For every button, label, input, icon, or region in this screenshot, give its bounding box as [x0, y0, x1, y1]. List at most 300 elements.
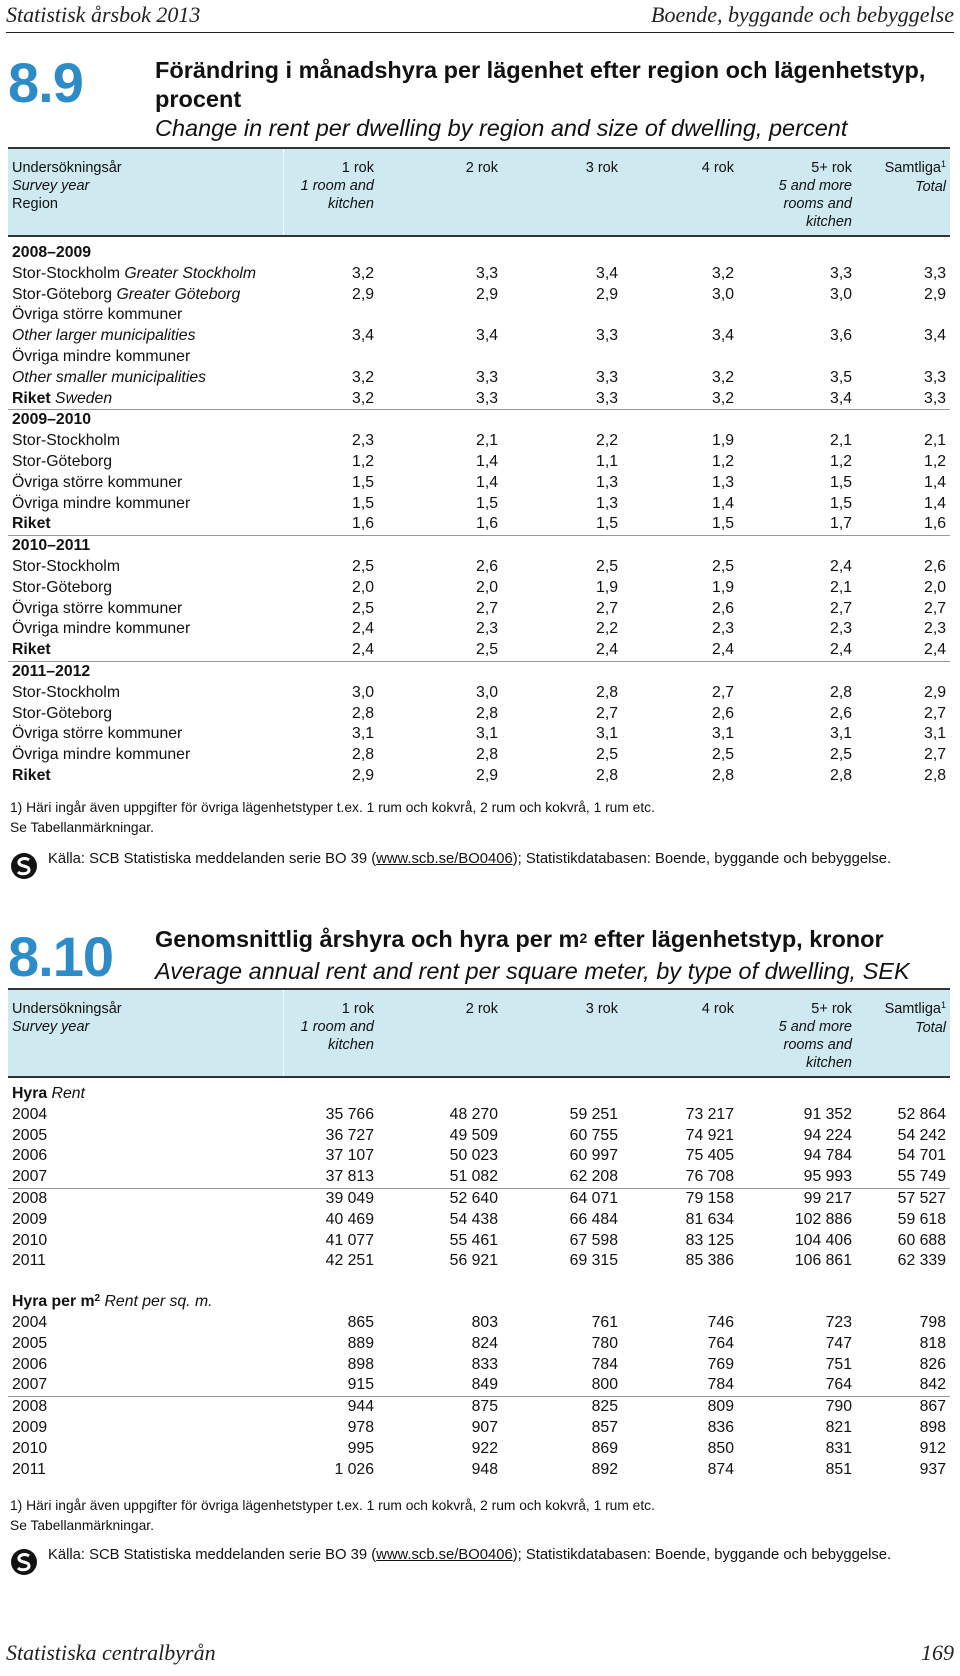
table-cell: 826 — [919, 1355, 946, 1373]
table-cell: 2,8 — [712, 766, 734, 784]
table-cell: 2,8 — [596, 683, 618, 701]
table-cell: 3,2 — [352, 264, 374, 282]
row-label: Stor-Göteborg — [12, 578, 113, 596]
chapter-title: Boende, byggande och bebyggelse — [651, 2, 954, 27]
table-cell: 54 242 — [897, 1126, 946, 1144]
table-cell: 842 — [919, 1376, 946, 1394]
table-row — [8, 1251, 950, 1272]
table-cell: 2,5 — [596, 746, 618, 764]
table-cell: 2,4 — [830, 641, 852, 659]
row-label: 2006 — [12, 1147, 48, 1165]
row-label: Other larger municipalities — [12, 327, 196, 345]
table-cell: 99 217 — [803, 1189, 852, 1207]
table-cell: 62 339 — [897, 1252, 946, 1270]
table-cell: 3,5 — [830, 368, 852, 386]
table-row — [8, 305, 950, 326]
table-cell: 874 — [707, 1460, 734, 1478]
table-cell: 2,2 — [596, 432, 618, 450]
row-label: 2005 — [12, 1334, 48, 1352]
row-label: Other smaller municipalities — [12, 368, 207, 386]
table-cell: 784 — [591, 1355, 618, 1373]
table-cell: 95 993 — [803, 1168, 852, 1186]
table-cell: 892 — [591, 1460, 618, 1478]
table-cell: 944 — [347, 1398, 374, 1416]
table-cell: 66 484 — [569, 1210, 618, 1228]
table-cell: 3,2 — [352, 389, 374, 407]
table-cell: 836 — [707, 1418, 734, 1436]
table-row — [8, 1439, 950, 1460]
table-cell: 867 — [919, 1398, 946, 1416]
table-cell: 3,1 — [596, 725, 618, 743]
period-heading — [8, 535, 950, 557]
table-row — [8, 1105, 950, 1126]
row-label: 2007 — [12, 1376, 48, 1394]
table-cell: 2,0 — [924, 578, 946, 596]
row-label: 2009 — [12, 1418, 48, 1436]
title-swedish: Förändring i månadshyra per lägenhet efter region och lägenhetstyp, procent — [155, 57, 926, 112]
table-cell: 898 — [347, 1355, 374, 1373]
row-label: 2011–2012 — [12, 662, 91, 680]
table-cell: 2,7 — [924, 704, 946, 722]
scb-logo-icon — [10, 1548, 38, 1576]
table-row — [8, 368, 950, 389]
table-cell: 2,3 — [712, 620, 734, 638]
table-cell: 875 — [471, 1398, 498, 1416]
table-row — [8, 431, 950, 452]
table-cell: 48 270 — [449, 1105, 498, 1123]
source-note: Källa: SCB Statistiska meddelanden serie BO 39 (www.scb.se/BO0406); Statistikdatabasen: Boende, byggande och bebyggelse. — [10, 850, 900, 894]
table-cell: 898 — [919, 1418, 946, 1436]
table-cell: 865 — [347, 1313, 374, 1331]
table-cell: 3,1 — [712, 725, 734, 743]
table-cell: 55 461 — [449, 1231, 498, 1249]
table-cell: 2,0 — [476, 578, 498, 596]
table-cell: 83 125 — [685, 1231, 734, 1249]
table-cell: 2,6 — [712, 599, 734, 617]
table-cell: 2,3 — [352, 432, 374, 450]
table-row — [8, 1231, 950, 1252]
table-row — [8, 389, 950, 410]
table-cell: 937 — [919, 1460, 946, 1478]
publication-title: Statistisk årsbok 2013 — [6, 2, 201, 27]
table-cell: 907 — [471, 1418, 498, 1436]
table-cell: 1,5 — [476, 494, 498, 512]
table-cell: 1,2 — [924, 452, 946, 470]
row-label: Stor-Stockholm — [12, 557, 120, 575]
table-cell: 60 688 — [897, 1231, 946, 1249]
row-label: Stor-Stockholm — [12, 683, 120, 701]
row-label: 2011 — [12, 1460, 46, 1478]
table-cell: 2,5 — [352, 599, 374, 617]
table-cell: 831 — [825, 1439, 852, 1457]
row-label: Övriga mindre kommuner — [12, 347, 191, 365]
table-cell: 51 082 — [449, 1168, 498, 1186]
title-swedish: Genomsnittlig årshyra och hyra per $m^2$ efter lägenhetstyp, kronor — [155, 926, 884, 952]
title-english: Change in rent per dwelling by region and size of dwelling, percent — [155, 115, 848, 141]
table-cell: 91 352 — [803, 1105, 852, 1123]
table-cell: 3,3 — [476, 389, 498, 407]
table-cell: 790 — [825, 1398, 852, 1416]
header-survey-year: Undersökningsår Survey year Region — [12, 160, 122, 212]
row-label: Riket — [12, 641, 51, 659]
table-cell: 2,7 — [596, 704, 618, 722]
header-2-rok: 2 rok — [465, 160, 498, 176]
table-row — [8, 1355, 950, 1376]
table-cell: 1,4 — [924, 473, 946, 491]
table-row — [8, 1188, 950, 1210]
table-cell: 85 386 — [685, 1252, 734, 1270]
table-cell: 94 784 — [803, 1147, 852, 1165]
table-cell: 2,4 — [596, 641, 618, 659]
table-number: 8.9 — [8, 51, 83, 114]
table-row — [8, 1334, 950, 1355]
table-row — [8, 452, 950, 473]
table-cell: 1,7 — [830, 515, 852, 533]
table-cell: 41 077 — [325, 1231, 374, 1249]
table-row — [8, 494, 950, 515]
table-cell: 3,3 — [596, 389, 618, 407]
table-cell: 2,4 — [924, 641, 946, 659]
table-cell: 1,9 — [712, 578, 734, 596]
table-cell: 64 071 — [569, 1189, 618, 1207]
table-row — [8, 766, 950, 787]
row-label: Övriga mindre kommuner — [12, 746, 191, 764]
header-1-rok: 1 rok 1 room and kitchen — [300, 1001, 374, 1053]
table-cell: 2,8 — [476, 704, 498, 722]
table-cell: 3,1 — [924, 725, 946, 743]
publisher: Statistiska centralbyrån — [6, 1640, 216, 1665]
table-cell: 94 224 — [803, 1126, 852, 1144]
row-label: 2010 — [12, 1231, 48, 1249]
table-cell: 2,7 — [596, 599, 618, 617]
table-cell: 104 406 — [794, 1231, 852, 1249]
table-cell: 54 438 — [449, 1210, 498, 1228]
table-cell: 751 — [825, 1355, 852, 1373]
table-cell: 56 921 — [449, 1252, 498, 1270]
table-row — [8, 683, 950, 704]
table-cell: 2,9 — [596, 285, 618, 303]
header-3-rok: 3 rok — [585, 1001, 618, 1017]
table-cell: 1,6 — [924, 515, 946, 533]
period-heading — [8, 661, 950, 683]
table-cell: 3,4 — [924, 327, 946, 345]
section-heading-rent-per-sqm: Hyra per $m^2$ Rent per sq. m. — [12, 1293, 213, 1311]
row-label: Stor-Göteborg — [12, 452, 113, 470]
table-cell: 2,7 — [476, 599, 498, 617]
table-cell: 106 861 — [794, 1252, 852, 1270]
table-row — [8, 640, 950, 661]
table-cell: 2,6 — [924, 557, 946, 575]
table-cell: 1,5 — [352, 494, 374, 512]
table-cell: 912 — [919, 1439, 946, 1457]
table-row — [8, 1126, 950, 1147]
table-cell: 3,3 — [476, 264, 498, 282]
row-label: Riket Sweden — [12, 389, 113, 407]
table-cell: 102 886 — [794, 1210, 852, 1228]
table-row — [8, 1313, 950, 1334]
table-cell: 2,5 — [352, 557, 374, 575]
table-row — [8, 1396, 950, 1418]
table-cell: 825 — [591, 1398, 618, 1416]
table-row — [8, 264, 950, 285]
table-cell: 37 107 — [325, 1147, 374, 1165]
table-title — [155, 56, 950, 143]
row-label: 2009 — [12, 1210, 48, 1228]
table-cell: 1,1 — [596, 452, 618, 470]
table-cell: 3,3 — [924, 264, 946, 282]
table-cell: 3,0 — [476, 683, 498, 701]
header-5-rok: 5+ rok 5 and more rooms and kitchen — [778, 160, 852, 230]
table-cell: 57 527 — [897, 1189, 946, 1207]
table-cell: 59 251 — [569, 1105, 618, 1123]
table-cell: 2,9 — [476, 285, 498, 303]
header-1-rok: 1 rok 1 room and kitchen — [300, 160, 374, 212]
period-heading — [8, 409, 950, 431]
table-cell: 1,2 — [352, 452, 374, 470]
table-cell: 1,4 — [712, 494, 734, 512]
table-cell: 3,4 — [596, 264, 618, 282]
table-row — [8, 704, 950, 725]
table-cell: 809 — [707, 1398, 734, 1416]
table-cell: 3,3 — [830, 264, 852, 282]
table-cell: 800 — [591, 1376, 618, 1394]
table-cell: 1,5 — [712, 515, 734, 533]
row-label: 2011 — [12, 1252, 46, 1270]
table-cell: 2,8 — [596, 766, 618, 784]
table-cell: 1,6 — [352, 515, 374, 533]
table-cell: 2,4 — [352, 620, 374, 638]
table-cell: 849 — [471, 1376, 498, 1394]
table-cell: 2,4 — [830, 557, 852, 575]
table-cell: 79 158 — [685, 1189, 734, 1207]
table-cell: 40 469 — [325, 1210, 374, 1228]
title-english: Average annual rent and rent per square meter, by type of dwelling, SEK — [155, 958, 910, 984]
table-number: 8.10 — [8, 925, 113, 988]
table-cell: 2,4 — [352, 641, 374, 659]
table-row — [8, 1460, 950, 1481]
table-cell: 54 701 — [897, 1147, 946, 1165]
table-cell: 764 — [707, 1334, 734, 1352]
source-note: Källa: SCB Statistiska meddelanden serie BO 39 (www.scb.se/BO0406); Statistikdatabasen: Boende, byggande och bebyggelse. — [10, 1546, 900, 1590]
table-cell: 2,4 — [712, 641, 734, 659]
table-cell: 3,4 — [712, 327, 734, 345]
table-cell: 3,4 — [352, 327, 374, 345]
table-cell: 1,2 — [830, 452, 852, 470]
table-cell: 764 — [825, 1376, 852, 1394]
table-cell: 49 509 — [449, 1126, 498, 1144]
table-cell: 948 — [471, 1460, 498, 1478]
table-row — [8, 578, 950, 599]
row-label: 2006 — [12, 1355, 48, 1373]
table-cell: 3,2 — [352, 368, 374, 386]
row-label: 2008 — [12, 1189, 48, 1207]
row-label: Riket — [12, 766, 51, 784]
page-number: 169 — [921, 1640, 954, 1665]
table-cell: 42 251 — [325, 1252, 374, 1270]
table-cell: 2,9 — [352, 766, 374, 784]
running-header — [6, 2, 954, 33]
table-title — [155, 925, 950, 986]
table-cell: 803 — [471, 1313, 498, 1331]
table-body — [8, 243, 950, 787]
header-4-rok: 4 rok — [701, 160, 734, 176]
table-row — [8, 724, 950, 745]
table-cell: 2,7 — [712, 683, 734, 701]
table-cell: 3,3 — [924, 368, 946, 386]
table-cell: 2,9 — [924, 683, 946, 701]
header-2-rok: 2 rok — [465, 1001, 498, 1017]
table-cell: 1,5 — [596, 515, 618, 533]
table-cell: 2,6 — [712, 704, 734, 722]
table-row — [8, 745, 950, 766]
row-label: 2008 — [12, 1398, 48, 1416]
header-total: Samtliga$^1$ Total — [884, 159, 946, 195]
table-cell: 2,9 — [352, 285, 374, 303]
table-cell: 3,3 — [596, 368, 618, 386]
row-label: 2010 — [12, 1439, 48, 1457]
row-label: Stor-Stockholm — [12, 432, 120, 450]
table-cell: 824 — [471, 1334, 498, 1352]
table-cell: 2,7 — [924, 746, 946, 764]
row-label: 2010–2011 — [12, 537, 91, 555]
header-total: Samtliga$^1$ Total — [884, 1000, 946, 1036]
table-cell: 2,5 — [712, 746, 734, 764]
table-body — [8, 1084, 950, 1480]
table-cell: 850 — [707, 1439, 734, 1457]
table-cell: 761 — [591, 1313, 618, 1331]
table-cell: 1,5 — [830, 473, 852, 491]
footnote: 1) Häri ingår även uppgifter för övriga lägenhetstyper t.ex. 1 rum och kokvrå, 2 rum och kokvrå, 1 rum etc. Se Tabellanmärkningar. — [10, 800, 655, 835]
table-cell: 2,8 — [830, 766, 852, 784]
table-cell: 2,9 — [476, 766, 498, 784]
table-cell: 3,2 — [712, 264, 734, 282]
table-cell: 922 — [471, 1439, 498, 1457]
table-cell: 2,0 — [352, 578, 374, 596]
table-cell: 2,3 — [830, 620, 852, 638]
table-cell: 2,1 — [830, 432, 852, 450]
section-heading-rent: Hyra Rent — [12, 1085, 85, 1102]
table-cell: 1,3 — [712, 473, 734, 491]
header-4-rok: 4 rok — [701, 1001, 734, 1017]
row-label: 2005 — [12, 1126, 48, 1144]
table-cell: 60 755 — [569, 1126, 618, 1144]
table-cell: 818 — [919, 1334, 946, 1352]
table-row — [8, 326, 950, 347]
table-row — [8, 285, 950, 306]
row-label: Övriga större kommuner — [12, 473, 183, 491]
table-cell: 2,2 — [596, 620, 618, 638]
row-label: 2009–2010 — [12, 411, 92, 429]
row-label: Övriga mindre kommuner — [12, 620, 191, 638]
row-label: Stor-Göteborg — [12, 704, 113, 722]
table-cell: 1,6 — [476, 515, 498, 533]
table-cell: 857 — [591, 1418, 618, 1436]
row-label: 2004 — [12, 1313, 48, 1331]
footnote: 1) Häri ingår även uppgifter för övriga lägenhetstyper t.ex. 1 rum och kokvrå, 2 rum och kokvrå, 1 rum etc. Se Tabellanmärkningar. — [10, 1498, 655, 1533]
source-link[interactable]: www.scb.se/BO0406 — [376, 851, 513, 867]
table-cell: 3,4 — [830, 389, 852, 407]
table-cell: 39 049 — [325, 1189, 374, 1207]
table-cell: 60 997 — [569, 1147, 618, 1165]
table-cell: 59 618 — [897, 1210, 946, 1228]
table-cell: 36 727 — [325, 1126, 374, 1144]
table-cell: 833 — [471, 1355, 498, 1373]
table-cell: 62 208 — [569, 1168, 618, 1186]
table-cell: 978 — [347, 1418, 374, 1436]
running-footer — [6, 1640, 954, 1672]
table-cell: 52 640 — [449, 1189, 498, 1207]
table-cell: 2,7 — [830, 599, 852, 617]
table-cell: 821 — [825, 1418, 852, 1436]
row-label: 2004 — [12, 1105, 48, 1123]
period-heading — [8, 243, 950, 264]
table-row — [8, 1375, 950, 1396]
row-label: Övriga större kommuner — [12, 725, 183, 743]
table-cell: 52 864 — [897, 1105, 946, 1123]
table-cell: 780 — [591, 1334, 618, 1352]
table-row — [8, 1146, 950, 1167]
table-cell: 69 315 — [569, 1252, 618, 1270]
table-row — [8, 1167, 950, 1188]
table-cell: 2,8 — [476, 746, 498, 764]
table-cell: 784 — [707, 1376, 734, 1394]
table-cell: 50 023 — [449, 1147, 498, 1165]
table-cell: 2,1 — [476, 432, 498, 450]
table-cell: 1,9 — [596, 578, 618, 596]
table-cell: 55 749 — [897, 1168, 946, 1186]
table-row — [8, 599, 950, 620]
table-cell: 889 — [347, 1334, 374, 1352]
table-cell: 75 405 — [685, 1147, 734, 1165]
table-cell: 2,8 — [352, 704, 374, 722]
column-header-band — [8, 147, 950, 237]
table-cell: 3,1 — [352, 725, 374, 743]
table-cell: 3,1 — [476, 725, 498, 743]
table-row — [8, 473, 950, 494]
source-link[interactable]: www.scb.se/BO0406 — [376, 1547, 513, 1563]
row-label: Stor-Göteborg Greater Göteborg — [12, 285, 241, 303]
table-cell: 1,5 — [352, 473, 374, 491]
table-cell: 81 634 — [685, 1210, 734, 1228]
table-cell: 2,1 — [830, 578, 852, 596]
table-cell: 851 — [825, 1460, 852, 1478]
table-cell: 3,3 — [476, 368, 498, 386]
header-survey-year: Undersökningsår Survey year — [12, 1001, 122, 1035]
scb-logo-icon — [10, 852, 38, 880]
table-cell: 3,1 — [830, 725, 852, 743]
table-cell: 1,3 — [596, 494, 618, 512]
table-cell: 869 — [591, 1439, 618, 1457]
table-cell: 798 — [919, 1313, 946, 1331]
table-cell: 73 217 — [685, 1105, 734, 1123]
table-cell: 35 766 — [325, 1105, 374, 1123]
table-cell: 3,6 — [830, 327, 852, 345]
table-cell: 2,8 — [924, 766, 946, 784]
table-cell: 1,3 — [596, 473, 618, 491]
table-cell: 2,8 — [352, 746, 374, 764]
row-label: Övriga mindre kommuner — [12, 494, 191, 512]
column-header-band — [8, 988, 950, 1078]
table-cell: 2,5 — [596, 557, 618, 575]
table-row — [8, 557, 950, 578]
table-cell: 3,0 — [712, 285, 734, 303]
table-cell: 3,3 — [924, 389, 946, 407]
table-cell: 2,3 — [924, 620, 946, 638]
table-row — [8, 514, 950, 535]
row-label: Övriga större kommuner — [12, 306, 183, 324]
table-cell: 1,9 — [712, 432, 734, 450]
table-cell: 2,7 — [924, 599, 946, 617]
